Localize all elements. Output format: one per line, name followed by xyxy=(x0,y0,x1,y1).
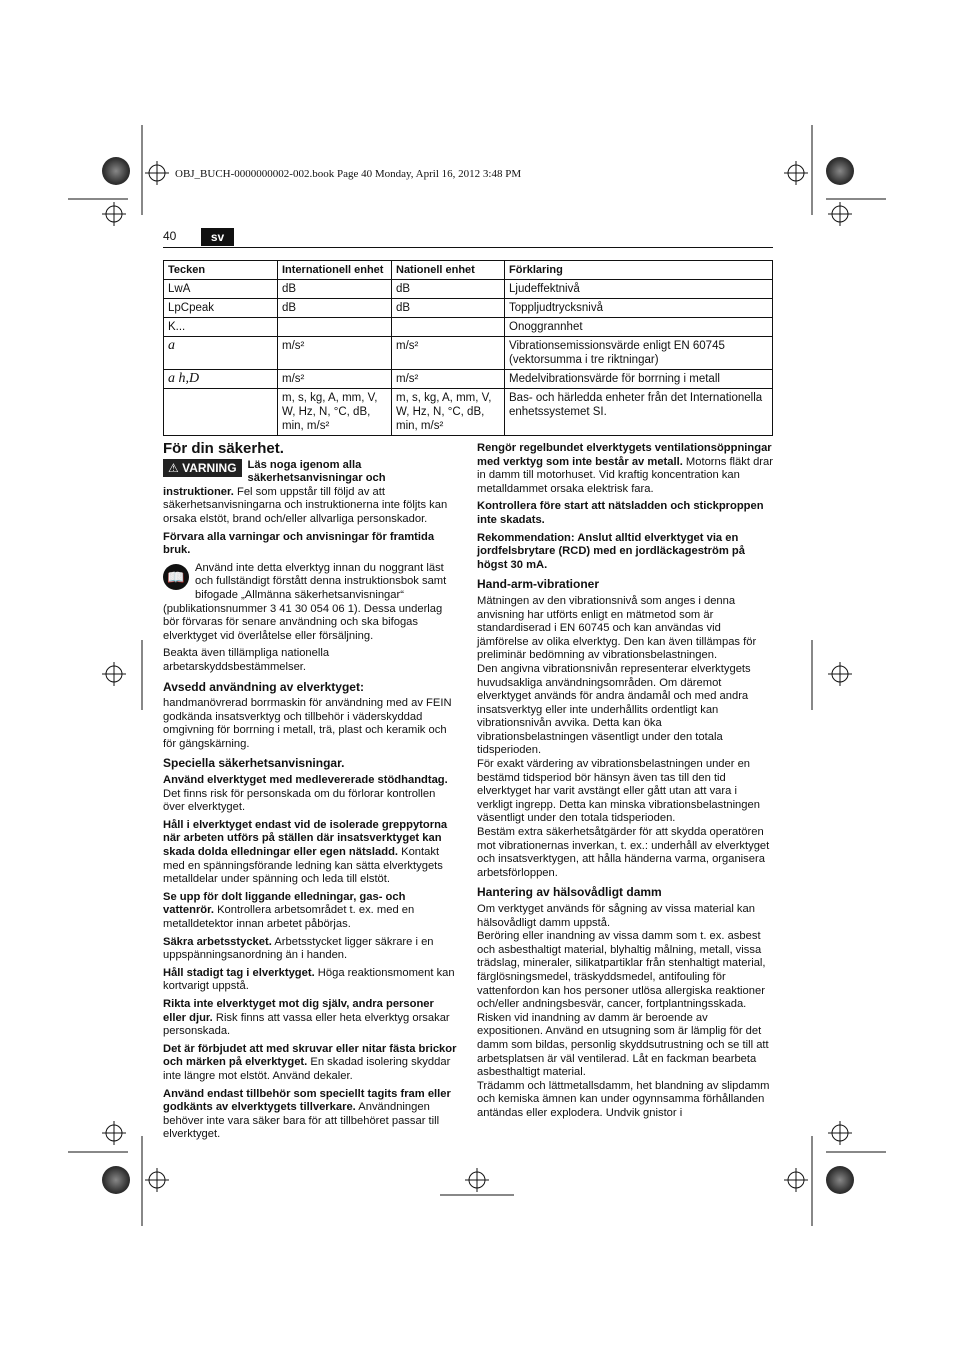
table-cell xyxy=(392,318,505,337)
safety-bold: Använd endast tillbehör som speciellt tagits fram eller godkänts av elverktygets tillverkare. xyxy=(163,1087,451,1114)
safety-text: Höga reaktionsmoment kan kortvarigt uppstå. xyxy=(163,966,455,993)
warning-label: VARNING xyxy=(182,460,237,475)
safety-text: Det finns risk för personskada om du förlorar kontrollen över elverktyget. xyxy=(163,787,436,814)
language-tab: sv xyxy=(201,228,234,246)
safety-text: En skadad isolering skyddar inte längre mot elstöt. Använd dekaler. xyxy=(163,1056,451,1082)
table-header: Tecken xyxy=(164,261,278,280)
table-cell: m, s, kg, A, mm, V, W, Hz, N, °C, dB, min, m/s² xyxy=(278,389,392,436)
table-cell: m, s, kg, A, mm, V, W, Hz, N, °C, dB, min, m/s² xyxy=(392,389,505,436)
table-cell: Medelvibrationsvärde för borrning i metall xyxy=(505,370,773,389)
safety-text: Kontrollera arbetsområdet t. ex. med en metalldetektor innan arbetet påbörjas. xyxy=(163,904,415,930)
table-row xyxy=(164,389,773,436)
table-cell: LwA xyxy=(164,280,278,299)
safety-text: Risk finns att vassa eller heta elverktyg orsakar personskada. xyxy=(163,1011,450,1038)
table-cell: m/s² xyxy=(392,370,505,389)
section-heading: För din säkerhet. xyxy=(163,440,284,457)
safety-text: Arbetsstycket ligger säkrare i en uppspänningsanordning än i handen. xyxy=(163,935,434,962)
warning-text: Fel som uppstår till följd av att säkerhetsanvisningarna och instruktionerna inte följts kan orsaka elstöt, brand och/eller allvarliga personskador. xyxy=(163,485,448,525)
read-manual-icon: 📖 xyxy=(163,564,189,590)
table-header-row xyxy=(164,261,773,280)
table-cell: m/s² xyxy=(278,370,392,389)
table-row xyxy=(164,280,773,299)
table-cell: dB xyxy=(392,280,505,299)
symbol-table xyxy=(163,260,773,436)
subheading-vibration: Hand-arm-vibrationer xyxy=(477,577,600,592)
table-cell: Vibrationsemissionsvärde enligt EN 60745 (vektorsumma i tre riktningar) xyxy=(505,337,773,370)
print-header: OBJ_BUCH-0000000002-002.book Page 40 Monday, April 16, 2012 3:48 PM xyxy=(175,168,522,180)
safety-bold: Rikta inte elverktyget mot dig själv, andra personer eller djur. xyxy=(163,997,434,1024)
table-cell: a h,D xyxy=(164,370,278,389)
subheading-special: Speciella säkerhetsanvisningar. xyxy=(163,756,345,771)
table-cell: Toppljudtrycksnivå xyxy=(505,299,773,318)
table-row xyxy=(164,370,773,389)
table-cell xyxy=(164,389,278,436)
paragraph: Mätningen av den vibrationsnivå som anges i denna anvisning har utförts enligt en mätmetod som är standardiserad i EN 60745 och kan användas vid jämförelse av olika elverktyg. Den kan även tillämpas för preliminär bedömning av vibrationsbelastningen. xyxy=(477,594,757,662)
right-column xyxy=(477,442,773,1121)
paragraph: För exakt värdering av vibrationsbelastningen under en bestämd tidsperiod bör hänsyn även tas till den tid elverktyget har varit avstängt eller gått utan att vara i verkligt ingrepp. Detta kan minska vibrationsbelastningen väsentligt under den totala tidsperioden. xyxy=(477,758,760,825)
subheading-use: Avsedd användning av elverktyget: xyxy=(163,679,364,694)
paragraph: Bestäm extra säkerhetsåtgärder för att skydda operatören mot vibrationernas inverkan, t. ex.: underhåll av elverktyget och insatsverktygen, att hålla händerna varma, organisera arbetsförloppen. xyxy=(477,826,770,879)
table-header: Internationell enhet xyxy=(278,261,392,280)
table-cell: dB xyxy=(278,299,392,318)
table-header: Förklaring xyxy=(505,261,773,280)
warning-bold: Läs noga igenom alla säkerhetsanvisningar och instruktioner. xyxy=(163,458,386,498)
paragraph: Beröring eller inandning av vissa damm som t. ex. asbest och asbesthaltigt material, blyhaltig målning, metall, vissa trädslag, mineraler, silikatpartiklar från stenhaltigt material, färglösningsmedel, träskyddsmedel, antifouling för vattenfordon kan hos personer utlösa allergiska reaktioner och/eller andningsbesvär, cancer, fortplantningsskada. Risken vid inandning av damm är beroende av expositionen. Använd en utsugning som är lämplig för det damm som bildas, personlig skyddsutrustning och se till att arbetsplatsen är väl ventilerad. Låt en fackman bearbeta asbesthaltigt material. xyxy=(477,930,769,1079)
keep-instructions: Förvara alla varningar och anvisningar för framtida bruk. xyxy=(163,530,435,557)
table-cell: Ljudeffektnivå xyxy=(505,280,773,299)
use-text: handmanövrerad borrmaskin för användning med av FEIN godkända insatsverktyg och tillbehör i väderskyddad omgivning för borrning i metall, trä, plast och keramik och för gängskärning. xyxy=(163,697,452,750)
table-cell: dB xyxy=(392,299,505,318)
subheading-dust: Hantering av hälsovådligt damm xyxy=(477,885,662,900)
table-row xyxy=(164,337,773,370)
table-cell: m/s² xyxy=(278,337,392,370)
left-column xyxy=(163,442,459,1146)
safety-text: Användningen behöver inte vara säker bara för att tillbehöret passar till elverktyget. xyxy=(163,1101,440,1141)
safety-bold: Använd elverktyget med medlevererade stödhandtag. xyxy=(163,774,448,787)
table-cell: LpCpeak xyxy=(164,299,278,318)
safety-bold: Rekommendation: Anslut alltid elverktyget via en jordfelsbrytare (RCD) med en jordläckageström på högst 30 mA. xyxy=(477,531,745,571)
table-cell: Onoggrannhet xyxy=(505,318,773,337)
safety-bold: Håll i elverktyget endast vid de isolerade greppytorna när arbeten utförs på ställen där insatsverktyget kan skada dolda elledningar eller egen nätsladd. xyxy=(163,818,448,859)
manual-text: Använd inte detta elverktyg innan du noggrant läst och fullständigt förstått denna instruktionsbok samt bifogade „Allmänna säkerhetsanvisningar“ (publikationsnummer 3 41 30 054 06 1). Dessa underlag bör förvaras för senare användning och ska bifogas elverktyget vid överlåtelse eller försäljning. xyxy=(163,561,447,642)
safety-text: Kontakt med en spänningsförande ledning kan sätta elverktygets metalldelar under spänning och leda till elstöt. xyxy=(163,846,443,886)
national-note: Beakta även tillämpliga nationella arbetarskyddsbestämmelser. xyxy=(163,647,330,673)
paragraph: Om verktyget används för sågning av vissa material kan hälsovådligt damm uppstå. xyxy=(477,903,755,929)
safety-bold: Rengör regelbundet elverktygets ventilationsöppningar med verktyg som inte består av metall. xyxy=(477,442,772,468)
header-rule xyxy=(163,247,773,248)
table-cell: a xyxy=(164,337,278,370)
safety-text: Motorns fläkt drar in damm till motorhuset. Vid kraftig koncentration kan metalldammet orsaka elektrisk fara. xyxy=(477,455,773,495)
safety-bold: Det är förbjudet att med skruvar eller nitar fästa brickor och märken på elverktyget. xyxy=(163,1042,457,1069)
safety-bold: Håll stadigt tag i elverktyget. xyxy=(163,966,315,979)
table-cell xyxy=(278,318,392,337)
table-cell: dB xyxy=(278,280,392,299)
paragraph: Den angivna vibrationsnivån representerar elverktygets huvudsakliga användningsområden. Om däremot elverktyget används för andra ändamål och med andra insatsverktyg eller inte underhållits ordentligt kan vibrationsnivån avvika. Detta kan öka vibrationsbelastningen väsentligt under den totala tidsperioden. xyxy=(477,662,751,757)
warning-badge: ⚠ VARNING xyxy=(163,459,242,477)
safety-bold: Se upp för dolt liggande elledningar, gas- och vattenrör. xyxy=(163,890,406,917)
safety-bold: Kontrollera före start att nätsladden och stickproppen inte skadats. xyxy=(477,500,764,526)
table-cell: Bas- och härledda enheter från det Internationella enhetssystemet SI. xyxy=(505,389,773,436)
safety-bold: Säkra arbetsstycket. xyxy=(163,935,272,948)
table-cell: K... xyxy=(164,318,278,337)
page-number: 40 xyxy=(163,229,177,243)
table-header: Nationell enhet xyxy=(392,261,505,280)
table-row xyxy=(164,299,773,318)
table-row xyxy=(164,318,773,337)
table-cell: m/s² xyxy=(392,337,505,370)
paragraph: Trädamm och lättmetallsdamm, het blandning av slipdamm och kemiska ämnen kan under ogynnsamma förhållanden antändas eller explodera. Undvik gnistor i xyxy=(477,1079,770,1119)
